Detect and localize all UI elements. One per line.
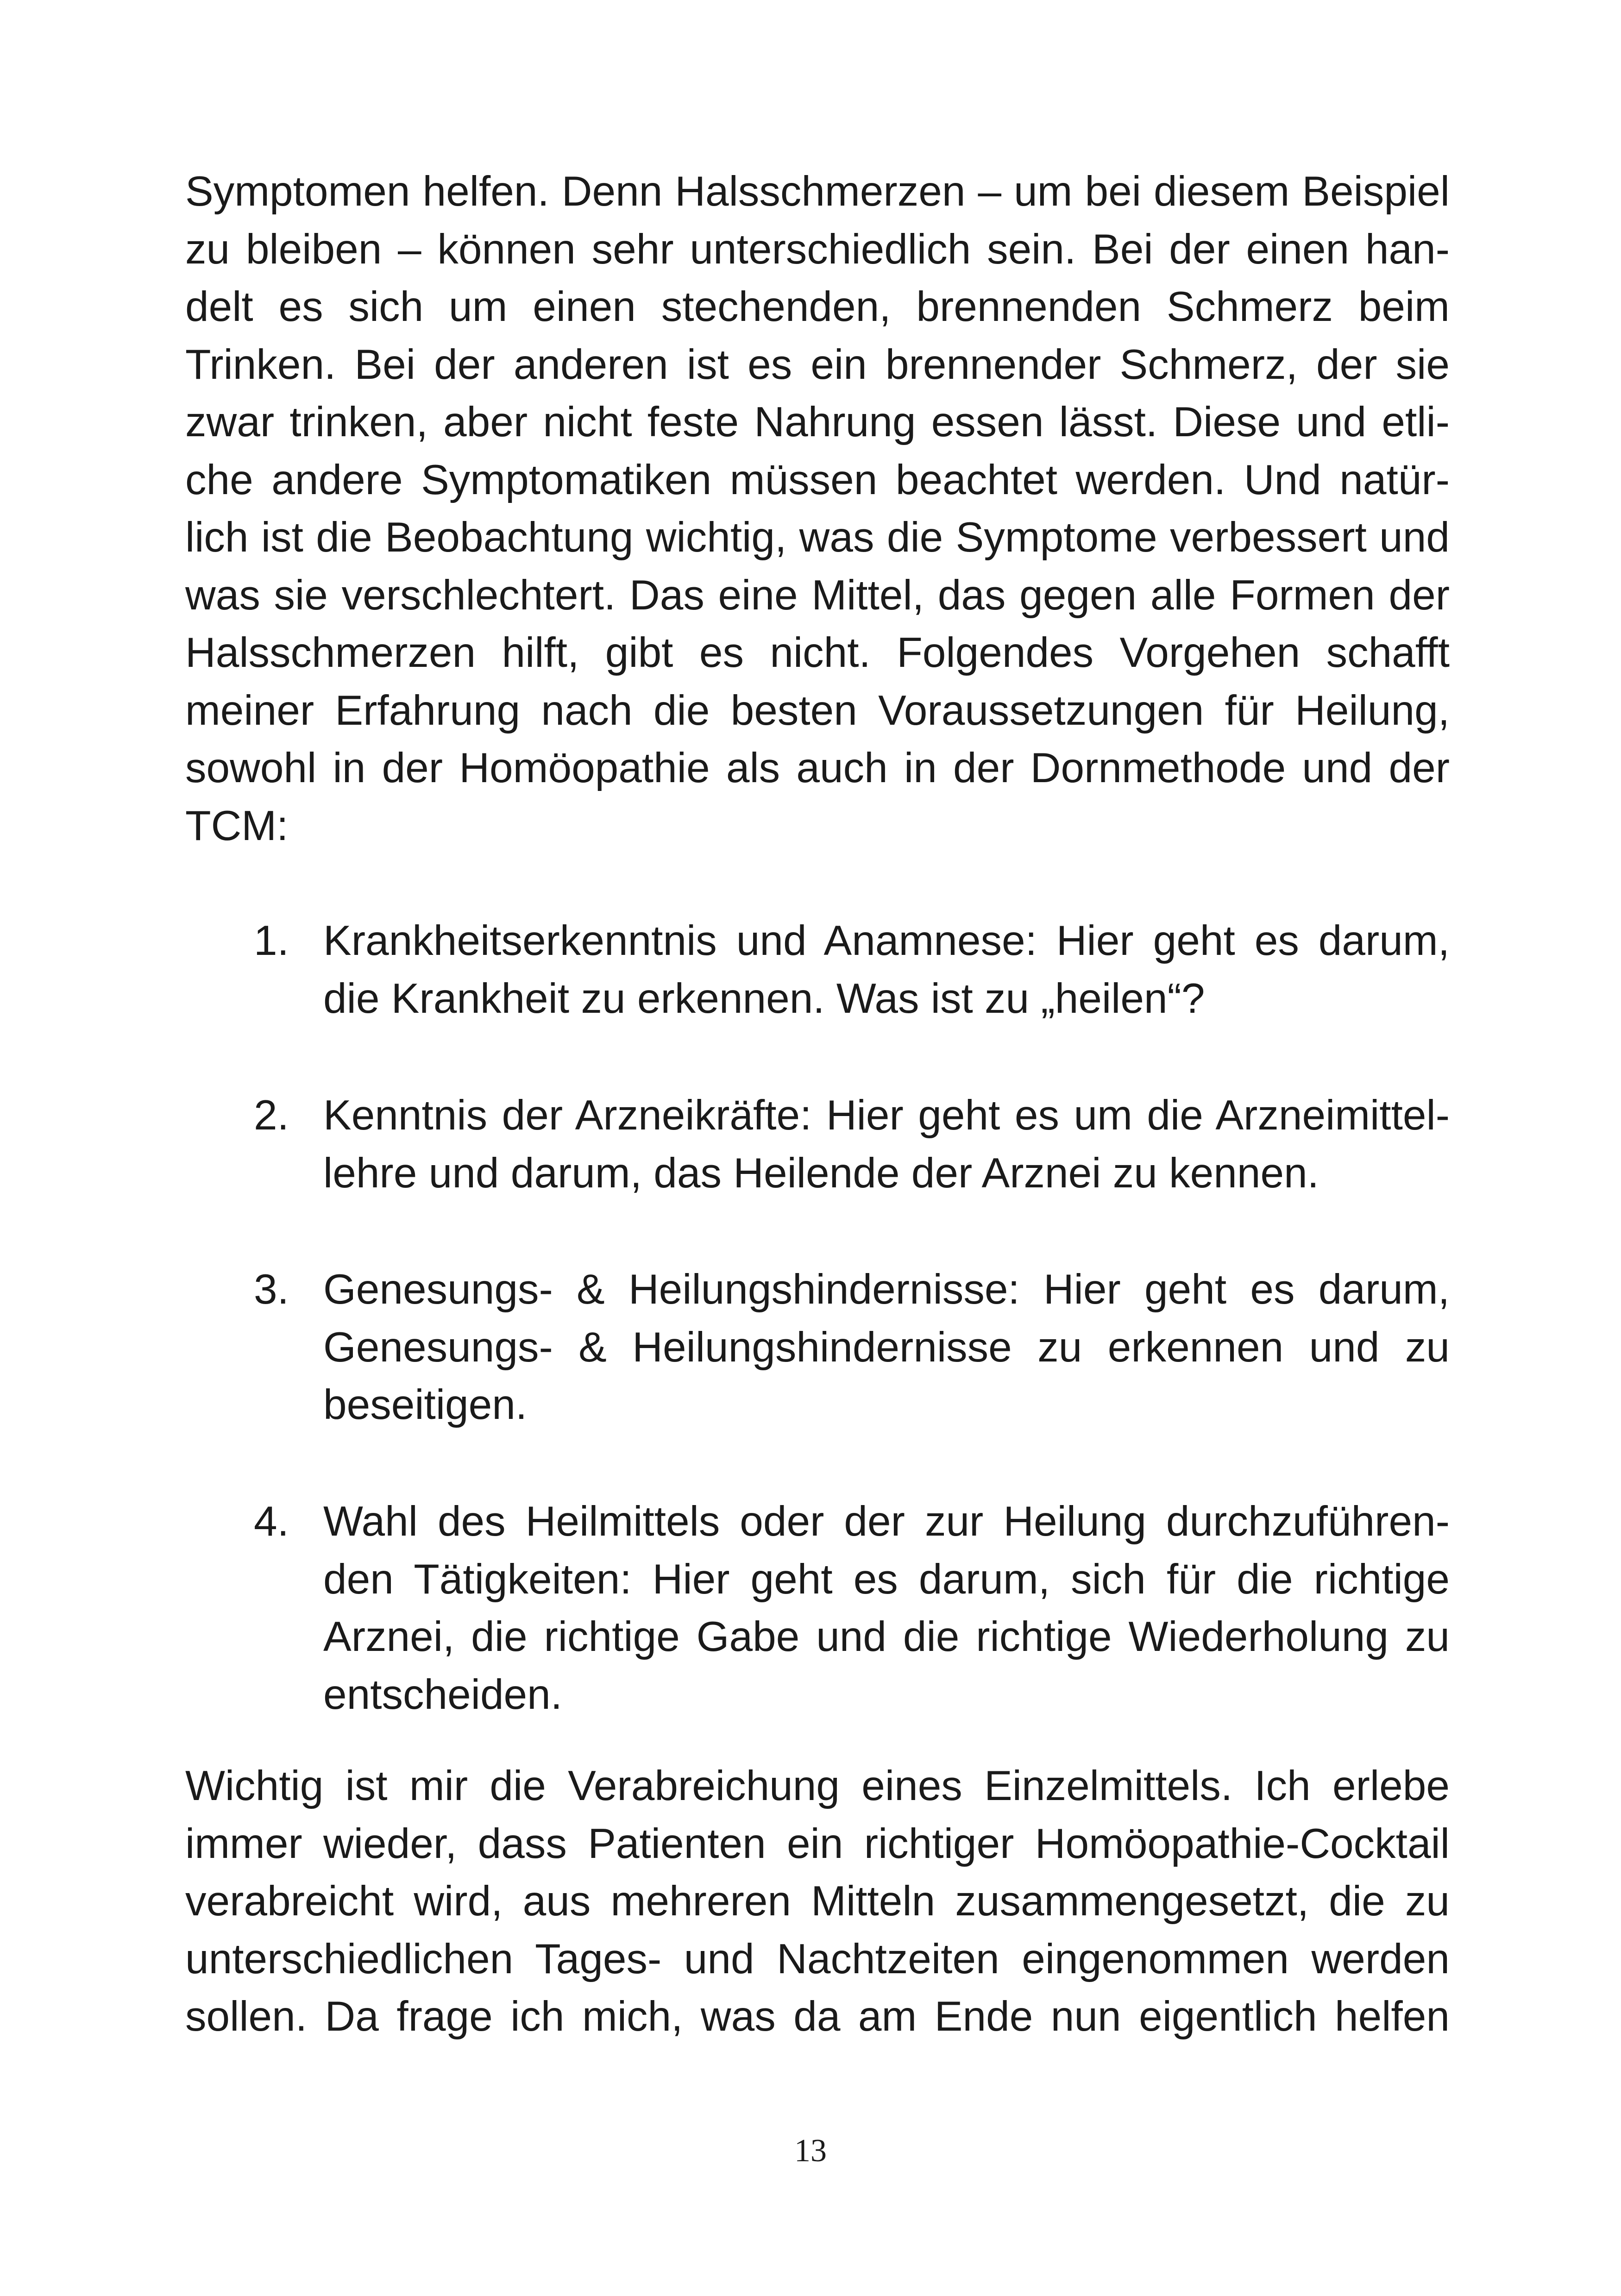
paragraph-line: sollen. Da frage ich mich, was da am Ende nun eigentlich helfen (185, 1993, 1450, 2040)
list-line: Arznei, die richtige Gabe und die richtige Wiederholung zu (323, 1613, 1450, 1660)
paragraph-line: meiner Erfahrung nach die besten Voraussetzungen für Heilung, (185, 687, 1450, 734)
paragraph-line: was sie verschlechtert. Das eine Mittel, das gegen alle Formen der (185, 571, 1450, 619)
paragraph-line: delt es sich um einen stechenden, brennenden Schmerz beim (185, 283, 1450, 330)
paragraph-2 (185, 1757, 1450, 2046)
list-line: Krankheitserkenntnis und Anamnese: Hier geht es darum, (323, 917, 1450, 964)
paragraph-line: zwar trinken, aber nicht feste Nahrung essen lässt. Diese und etli- (185, 399, 1450, 445)
paragraph-line: Wichtig ist mir die Verabreichung eines Einzelmittels. Ich erlebe (185, 1763, 1450, 1809)
list-line: Genesungs- & Heilungshindernisse: Hier geht es darum, (323, 1266, 1450, 1313)
list-number: 4. (254, 1498, 289, 1545)
paragraph-line: sowohl in der Homöopathie als auch in der Dornmethode und der (185, 745, 1450, 791)
list-item-text (323, 1493, 1450, 1724)
list-line: Wahl des Heilmittels oder der zur Heilung durchzuführen- (323, 1498, 1450, 1545)
page-number: 13 (794, 2133, 827, 2169)
paragraph-line: Trinken. Bei der anderen ist es ein brennender Schmerz, der sie (185, 341, 1450, 388)
list-line: die Krankheit zu erkennen. Was ist zu „heilen“? (323, 975, 1205, 1022)
list-number: 1. (254, 917, 289, 964)
paragraph-line: TCM: (185, 802, 289, 849)
paragraph-1 (185, 163, 1450, 855)
paragraph-line: Symptomen helfen. Denn Halsschmerzen – um bei diesem Beispiel (185, 168, 1450, 215)
list-line: beseitigen. (323, 1381, 528, 1428)
list-item-text (323, 912, 1450, 1028)
paragraph-line: Halsschmerzen hilft, gibt es nicht. Folgendes Vorgehen schafft (185, 629, 1450, 676)
list-line: lehre und darum, das Heilende der Arznei zu kennen. (323, 1149, 1319, 1197)
list-item-text (323, 1261, 1450, 1434)
paragraph-line: zu bleiben – können sehr unterschiedlich sein. Bei der einen han- (185, 226, 1450, 273)
list-line: den Tätigkeiten: Hier geht es darum, sich für die richtige (323, 1556, 1450, 1603)
list-number: 2. (254, 1092, 289, 1139)
list-line: Kenntnis der Arzneikräfte: Hier geht es um die Arzneimittel- (323, 1092, 1450, 1139)
list-number: 3. (254, 1266, 289, 1313)
paragraph-line: che andere Symptomatiken müssen beachtet werden. Und natür- (185, 456, 1450, 503)
list-line: Genesungs- & Heilungshindernisse zu erkennen und zu (323, 1324, 1450, 1371)
paragraph-line: unterschiedlichen Tages- und Nachtzeiten eingenommen werden (185, 1935, 1450, 1982)
paragraph-line: verabreicht wird, aus mehreren Mitteln zusammengesetzt, die zu (185, 1878, 1450, 1925)
paragraph-line: lich ist die Beobachtung wichtig, was die Symptome verbessert und (185, 514, 1450, 561)
list-line: entscheiden. (323, 1671, 563, 1718)
list-item-text (323, 1087, 1450, 1202)
paragraph-line: immer wieder, dass Patienten ein richtiger Homöopathie-Cocktail (185, 1820, 1450, 1867)
